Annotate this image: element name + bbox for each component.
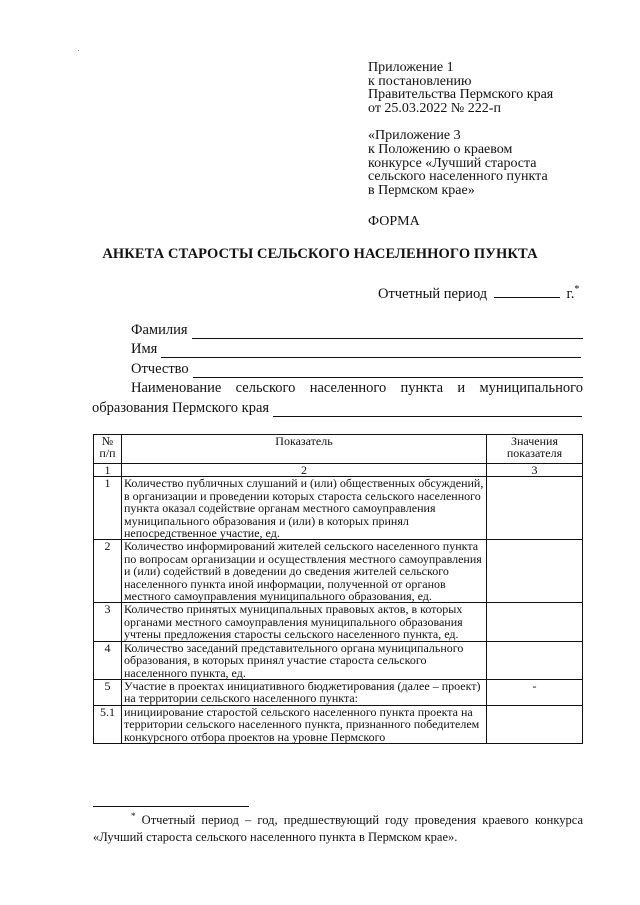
footnote-text: Отчетный период – год, предшествующий году проведения краевого конкурса [141, 813, 583, 828]
surname-field [131, 322, 583, 339]
reporting-period [378, 284, 579, 303]
indicators-table [93, 434, 583, 744]
period-blank-field[interactable] [494, 285, 560, 298]
row-value[interactable] [487, 603, 583, 641]
row-num: 2 [94, 540, 122, 603]
form-label: ФОРМА [368, 214, 420, 229]
row-text: инициирование старостой сельского населенного пункта проекта на территории сельского населенного пункта, признанного победителем конкурсного отбора проектов на уровне Пермского [122, 705, 487, 743]
row-value[interactable]: - [487, 679, 583, 705]
footnote-separator [93, 806, 249, 807]
settlement-blank[interactable] [273, 404, 582, 417]
row-num: 1 [94, 477, 122, 540]
surname-label: Фамилия [131, 322, 188, 338]
table-row [94, 603, 583, 641]
appendix-line: Приложение 1 [368, 60, 454, 75]
row-value[interactable] [487, 641, 583, 679]
appendix-quote-line: «Приложение 3 [368, 128, 461, 144]
page-title: АНКЕТА СТАРОСТЫ СЕЛЬСКОГО НАСЕЛЕННОГО ПУНКТА [102, 246, 538, 262]
row-text: Количество принятых муниципальных правовых актов, в которых органами местного самоуправления муниципального образования учтены предложения старосты сельского населенного пункта, ед. [122, 603, 487, 641]
table-header-row [94, 435, 583, 464]
settlement-label-line1: Наименование сельского населенного пункта и муниципального [131, 380, 583, 396]
patronymic-label: Отчество [131, 361, 189, 377]
appendix-quote-line: в Пермском крае» [368, 182, 475, 198]
header-num: № п/п [94, 435, 122, 464]
appendix-line: к постановлению [368, 73, 472, 89]
row-text: Количество заседаний представительного органа муниципального образования, в которых принял участие староста сельского населенного пункта, ед. [122, 641, 487, 679]
name-blank[interactable] [161, 345, 581, 358]
settlement-label-line2: образования Пермского края [92, 400, 270, 416]
scan-speck [78, 50, 79, 51]
row-value[interactable] [487, 705, 583, 743]
appendix-line: от 25.03.2022 № 222-п [368, 100, 501, 116]
surname-blank[interactable] [192, 326, 584, 339]
appendix-quote-line: сельского населенного пункта [368, 169, 548, 185]
table-row [94, 540, 583, 603]
row-text: Количество информирований жителей сельского населенного пункта по вопросам организации и осуществления местного самоуправления и (или) содействий в доведении до сведения жителей сельского населенного пункта иной информации, полученной от органов местного самоуправления муниципального образования, ед. [122, 540, 487, 603]
table-row [94, 679, 583, 705]
table-index-row [94, 464, 583, 477]
row-text: Участие в проектах инициативного бюджетирования (далее – проект) на территории сельского населенного пункта: [122, 679, 487, 705]
footnote-line2: «Лучший староста сельского населенного пункта в Пермском крае». [93, 830, 458, 844]
appendix-line: Правительства Пермского края [368, 87, 554, 103]
index-cell: 1 [94, 464, 122, 477]
period-label: Отчетный период [378, 285, 488, 302]
index-cell: 2 [122, 464, 487, 477]
patronymic-field [131, 361, 583, 378]
table-row [94, 477, 583, 540]
footnote-star: * [131, 811, 136, 821]
header-value: Значения показателя [487, 435, 583, 464]
row-num: 5.1 [94, 705, 122, 743]
appendix-quote-line: к Положению о краевом [368, 141, 513, 157]
settlement-field [92, 400, 582, 417]
row-num: 5 [94, 679, 122, 705]
appendix-block [368, 61, 553, 197]
name-label: Имя [131, 341, 158, 357]
period-suffix: г. [566, 285, 575, 302]
row-num: 3 [94, 603, 122, 641]
footnote-mark: * [574, 284, 580, 295]
row-value[interactable] [487, 540, 583, 603]
table-row [94, 641, 583, 679]
patronymic-blank[interactable] [193, 365, 583, 378]
row-num: 4 [94, 641, 122, 679]
header-indicator: Показатель [122, 435, 487, 464]
name-field [131, 341, 581, 358]
row-value[interactable] [487, 477, 583, 540]
index-cell: 3 [487, 464, 583, 477]
table-row [94, 705, 583, 743]
footnote-line1 [131, 811, 583, 828]
row-text: Количество публичных слушаний и (или) общественных обсуждений, в организации и проведении которых староста сельского населенного пункта оказал содействие органам местного самоуправления муниципального образования и (или) в которых принял непосредственное участие, ед. [122, 477, 487, 540]
appendix-quote-line: конкурсе «Лучший староста [368, 155, 537, 171]
